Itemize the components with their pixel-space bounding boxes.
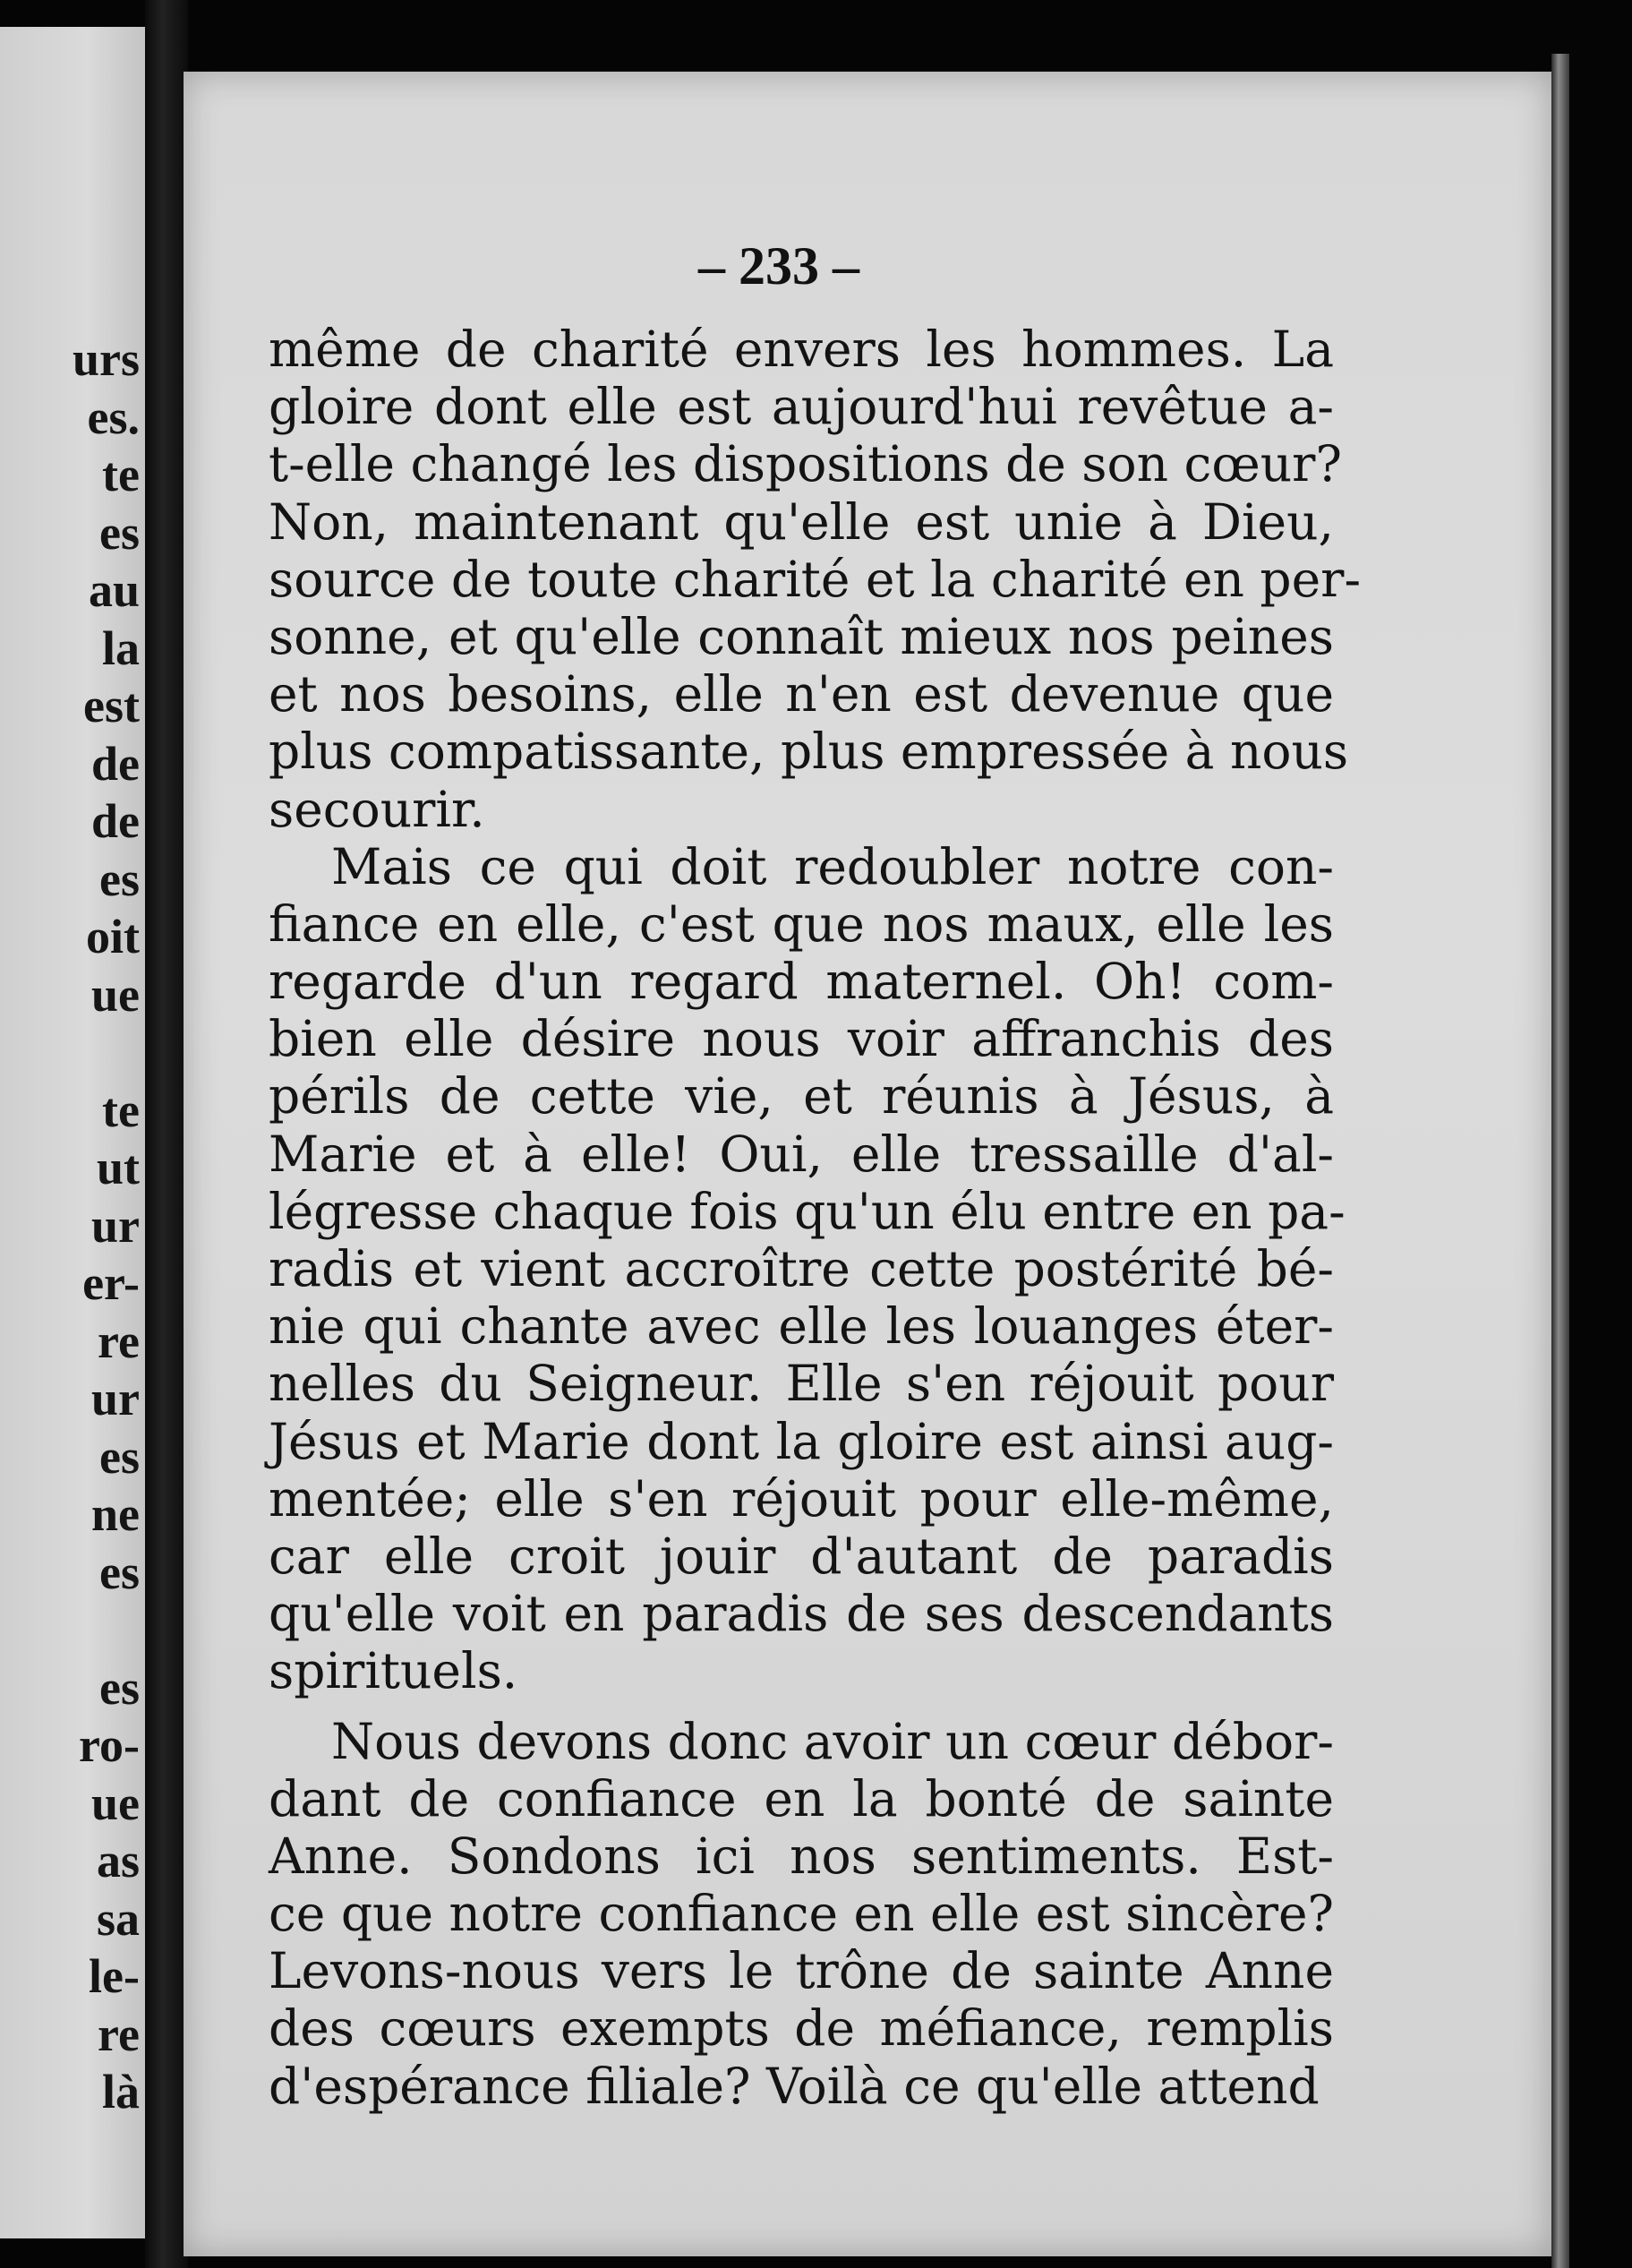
facing-page-fragment-line: de (91, 736, 140, 791)
text-line: légresse chaque fois qu'un élu entre en pa- (269, 1182, 1346, 1240)
facing-page-fragment-line (0, 1023, 145, 1081)
text-line: Anne. Sondons ici nos sentiments. Est- (269, 1827, 1334, 1885)
text-line: plus compatissante, plus empressée à nous (269, 723, 1349, 781)
text-line: dant de confiance en la bonté de sainte (269, 1769, 1334, 1827)
text-line: Jésus et Marie dont la gloire est ainsi aug- (269, 1412, 1334, 1470)
facing-page-fragment-line: te (102, 448, 140, 501)
text-line: source de toute charité et la charité en per- (269, 550, 1362, 608)
facing-page-fragment-line: te (102, 1083, 140, 1137)
facing-page-fragment-line: ne (91, 1487, 140, 1541)
text-line: radis et vient accroître cette postérité bé- (269, 1240, 1334, 1297)
text-line: Marie et à elle! Oui, elle tressaille d'al- (269, 1125, 1334, 1183)
text-line: t-elle changé les dispositions de son cœur? (269, 435, 1342, 493)
body-text (269, 321, 1362, 2115)
facing-page-fragment-line: es (99, 505, 140, 560)
text-line: bien elle désire nous voir affranchis des (269, 1010, 1334, 1068)
text-line: qu'elle voit en paradis de ses descendants (269, 1585, 1334, 1643)
facing-page-fragment-line: le- (89, 1949, 140, 2003)
text-line: d'espérance filiale? Voilà ce qu'elle attend (269, 2057, 1320, 2115)
facing-page-fragment-line: oit (86, 910, 140, 963)
facing-page-fragment-line: ue (91, 1776, 140, 1830)
facing-page-fragment-line: de (91, 794, 140, 848)
facing-page-fragment-line: est (83, 679, 140, 732)
facing-page-fragment-line: urs (72, 332, 140, 386)
facing-page-fragment-line: re (98, 1314, 140, 1368)
facing-page-fragment-line: as (96, 1834, 140, 1887)
facing-page-fragment-line (0, 1600, 145, 1658)
facing-page-line-ends (0, 330, 145, 2120)
facing-page-fragment-line: er- (82, 1256, 140, 1310)
facing-page-fragment-line: es (99, 852, 140, 906)
text-line: fiance en elle, c'est que nos maux, elle les (269, 894, 1334, 953)
facing-page-fragment-line: là (101, 2065, 140, 2118)
facing-page-fragment-line: la (101, 620, 140, 675)
facing-page-fragment-line: ro- (79, 1718, 140, 1772)
page-number: – 233 – (698, 236, 859, 295)
text-line: sonne, et qu'elle connaît mieux nos peines (269, 607, 1334, 665)
book-gutter (145, 0, 188, 2268)
text-line: secourir. (269, 780, 485, 838)
facing-page-fragment-line: au (88, 563, 140, 617)
paragraph (269, 1713, 1334, 2115)
text-line: même de charité envers les hommes. La (269, 321, 1334, 378)
facing-page-fragment-line: es (99, 1429, 140, 1484)
text-line: regarde d'un regard maternel. Oh! com- (269, 953, 1334, 1011)
facing-page-fragment-line: re (98, 2007, 140, 2061)
facing-page-fragment-line: ue (91, 967, 140, 1022)
facing-page-fragment-line: es (99, 1660, 140, 1715)
text-line: mentée; elle s'en réjouit pour elle-même, (269, 1469, 1334, 1528)
facing-page-fragment-line: sa (96, 1891, 140, 1946)
facing-page-fragment-line: es. (87, 389, 140, 444)
facing-page-fragment (0, 27, 145, 2238)
text-line: périls de cette vie, et réunis à Jésus, à (269, 1067, 1334, 1125)
facing-page-fragment-line: es (99, 1545, 140, 1599)
facing-page-fragment-line: ur (91, 1198, 140, 1253)
text-line: spirituels. (269, 1642, 518, 1700)
facing-page-fragment-line: ur (91, 1372, 140, 1425)
text-line: des cœurs exempts de méfiance, remplis (269, 1999, 1334, 2058)
page-edge (1551, 54, 1569, 2268)
text-line: et nos besoins, elle n'en est devenue que (269, 665, 1334, 723)
text-line: nie qui chante avec elle les louanges éter- (269, 1297, 1334, 1356)
paragraph (269, 837, 1346, 1700)
text-line: ce que notre confiance en elle est sincère? (269, 1885, 1335, 1943)
text-line: gloire dont elle est aujourd'hui revêtue a- (269, 378, 1334, 436)
text-line: Mais ce qui doit redoubler notre con- (331, 837, 1334, 895)
text-line: nelles du Seigneur. Elle s'en réjouit pour (269, 1355, 1334, 1413)
paragraph (269, 321, 1362, 838)
text-line: Levons-nous vers le trône de sainte Anne (269, 1942, 1334, 2000)
text-line: Non, maintenant qu'elle est unie à Dieu, (269, 492, 1334, 551)
facing-page-fragment-line: ut (96, 1141, 140, 1194)
text-line: Nous devons donc avoir un cœur débor- (331, 1712, 1334, 1770)
text-line: car elle croit jouir d'autant de paradis (269, 1527, 1334, 1585)
